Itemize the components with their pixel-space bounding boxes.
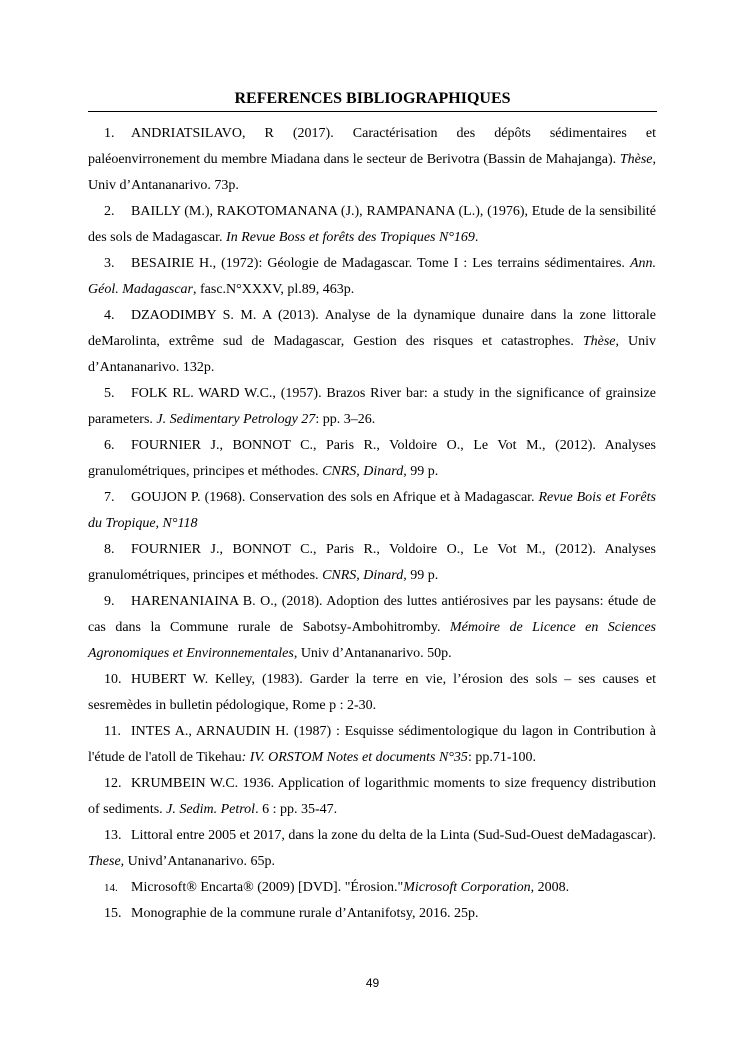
reference-text: KRUMBEIN W.C. 1936. Application of logarithmic moments to size frequency distribution of sediments. [88,776,656,817]
reference-text: FOLK RL. WARD W.C., (1957). Brazos River bar: a study in the significance of grainsize parameters. [88,386,656,427]
reference-text: DZAODIMBY S. M. A (2013). Analyse de la dynamique dunaire dans la zone littorale deMarolinta, extrême sud de Madagascar, Gestion des risques et catastrophes. [88,308,656,349]
reference-item [88,771,656,823]
reference-number: 8. [104,542,115,557]
reference-item [88,901,656,927]
reference-number: 3. [104,256,115,271]
reference-number: 7. [104,490,115,505]
reference-text: Monographie de la commune rurale d’Antanifotsy, 2016. 25p. [131,906,479,921]
reference-source: Revue Bois et Forêts du Tropique, N°118 [88,490,656,531]
reference-text: ANDRIATSILAVO, R (2017). Caractérisation des dépôts sédimentaires et paléoenvirronement du membre Miadana dans le secteur de Berivotra (Bassin de Mahajanga). [88,126,656,167]
reference-number: 10. [104,672,122,687]
reference-list [88,121,656,927]
reference-number: 11. [104,724,121,739]
page-number: 49 [365,976,380,990]
reference-text: HARENANIAINA B. O., (2018). Adoption des luttes antiérosives par les paysans: étude de cas dans la Commune rurale de Sabotsy-Ambohitromby. [88,594,656,635]
reference-source: Thèse [582,334,616,349]
reference-number: 4. [104,308,115,323]
reference-details: , 99 p. [403,568,439,583]
reference-details: . 6 : pp. 35-47. [255,802,338,817]
reference-item [88,537,656,589]
reference-details: , 99 p. [403,464,439,479]
reference-source: CNRS, Dinard [322,464,404,479]
reference-text: BAILLY (M.), RAKOTOMANANA (J.), RAMPANANA (L.), (1976), Etude de la sensibilité des sols de Madagascar. [88,204,656,245]
reference-details: : pp. 3–26. [315,412,376,427]
reference-item [88,251,656,303]
reference-text: FOURNIER J., BONNOT C., Paris R., Voldoire O., Le Vot M., (2012). Analyses granulométriques, principes et méthodes. [88,542,656,583]
reference-source: Thèse [619,152,653,167]
reference-item [88,199,656,251]
reference-text: FOURNIER J., BONNOT C., Paris R., Voldoire O., Le Vot M., (2012). Analyses granulométriques, principes et méthodes. [88,438,656,479]
reference-item [88,589,656,667]
reference-item [88,823,656,875]
reference-details: , Univ d’Antananarivo. 132p. [88,334,657,375]
reference-item [88,433,656,485]
page-title: REFERENCES BIBLIOGRAPHIQUES [234,90,511,107]
reference-text: Microsoft® Encarta® (2009) [DVD]. "Érosion." [131,880,404,895]
reference-source: These [88,854,121,869]
reference-details: , Univ d’Antananarivo. 50p. [293,646,452,661]
reference-details: , Univ d’Antananarivo. 73p. [88,152,656,193]
reference-source: J. Sedim. Petrol [166,802,256,817]
reference-item [88,667,656,719]
reference-item [88,485,656,537]
reference-item [88,303,656,381]
reference-number: 5. [104,386,115,401]
reference-source: Microsoft Corporation [403,880,531,895]
reference-text: HUBERT W. Kelley, (1983). Garder la terre en vie, l’érosion des sols – ses causes et sesremèdes in bulletin pédologique, Rome p : 2-30. [88,672,656,713]
reference-source: CNRS, Dinard [322,568,404,583]
reference-text: BESAIRIE H., (1972): Géologie de Madagascar. Tome I : Les terrains sédimentaires. [131,256,630,271]
reference-number: 13. [104,828,122,843]
reference-text: GOUJON P. (1968). Conservation des sols en Afrique et à Madagascar. [131,490,539,505]
reference-source: : IV. ORSTOM Notes et documents N°35 [241,750,468,765]
reference-item [88,875,656,901]
reference-source: Ann. Géol. Madagascar [88,256,656,297]
reference-number: 6. [104,438,115,453]
reference-text: Littoral entre 2005 et 2017, dans la zone du delta de la Linta (Sud-Sud-Ouest deMadagascar). [131,828,656,843]
reference-number: 12. [104,776,122,791]
reference-source: Mémoire de Licence en Sciences Agronomiques et Environnementales [88,620,657,661]
reference-number: 14. [104,882,118,894]
reference-number: 2. [104,204,115,219]
reference-source: J. Sedimentary Petrology 27 [156,412,316,427]
reference-number: 9. [104,594,115,609]
reference-source: In Revue Boss et forêts des Tropiques N°169 [226,230,475,245]
reference-details: , fasc.N°XXXV, pl.89, 463p. [193,282,355,297]
reference-item [88,719,656,771]
reference-number: 15. [104,906,122,921]
reference-text: INTES A., ARNAUDIN H. (1987) : Esquisse sédimentologique du lagon in Contribution à l'étude de l'atoll de Tikehau [88,724,656,765]
reference-item [88,121,656,199]
reference-number: 1. [104,126,115,141]
title-underline [88,111,657,112]
reference-details: : pp.71-100. [467,750,536,765]
reference-details: , Univd’Antananarivo. 65p. [120,854,276,869]
reference-details: , 2008. [530,880,570,895]
reference-item [88,381,656,433]
reference-details: . [474,230,479,245]
